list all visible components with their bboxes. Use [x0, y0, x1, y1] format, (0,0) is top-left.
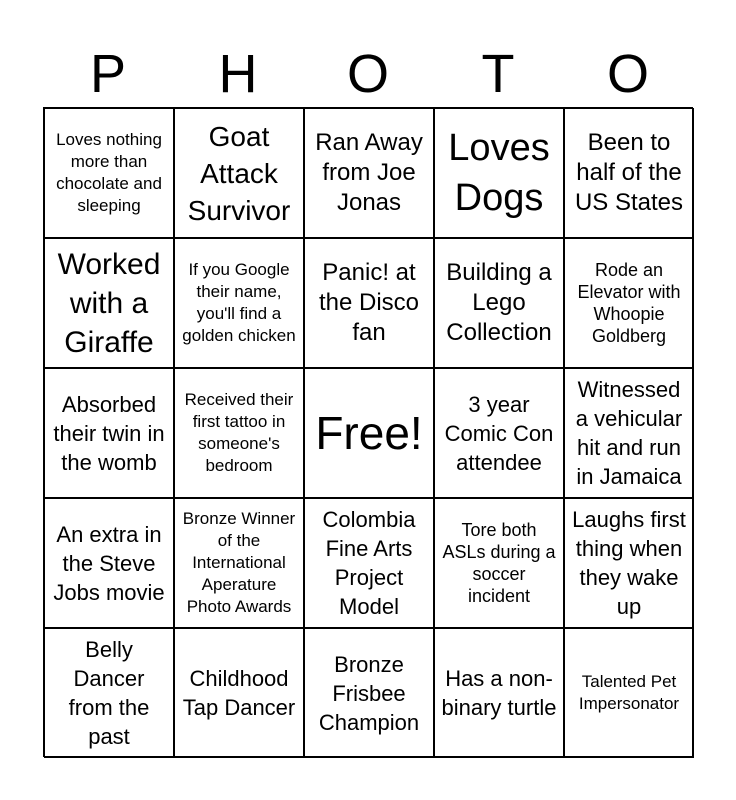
cell-text: 3 year Comic Con attendee	[444, 391, 554, 475]
cell-text: Building a Lego Collection	[446, 259, 552, 346]
cell-text: Been to half of the US States	[574, 129, 684, 216]
cell-text: Absorbed their twin in the womb	[53, 391, 165, 475]
bingo-cell[interactable]	[44, 238, 174, 368]
bingo-grid	[43, 107, 693, 757]
bingo-cell[interactable]	[304, 108, 434, 238]
cell-text: An extra in the Steve Jobs movie	[53, 521, 165, 605]
cell-text: Worked with a Giraffe	[57, 247, 161, 359]
bingo-cell[interactable]	[434, 238, 564, 368]
cell-text: Bronze Frisbee Champion	[318, 651, 420, 735]
cell-text: Has a non-binary turtle	[441, 666, 557, 720]
header-letter-o: O	[346, 44, 389, 104]
cell-text: Loves nothing more than chocolate and sleeping	[56, 130, 162, 215]
cell-text: Loves Dogs	[448, 127, 550, 219]
header-letter-o-2: O	[606, 44, 649, 104]
cell-text: Witnessed a vehicular hit and run in Jamaica	[575, 377, 683, 489]
cell-text: Free!	[315, 407, 423, 459]
bingo-cell[interactable]	[174, 368, 304, 498]
bingo-cell[interactable]	[304, 628, 434, 758]
cell-text: Talented Pet Impersonator	[578, 672, 680, 713]
bingo-cell[interactable]	[434, 628, 564, 758]
cell-text: Childhood Tap Dancer	[182, 666, 296, 720]
bingo-cell[interactable]	[564, 498, 694, 628]
cell-text: Goat Attack Survivor	[187, 120, 291, 226]
bingo-cell[interactable]	[564, 628, 694, 758]
bingo-cell[interactable]	[434, 368, 564, 498]
header-letter-h: H	[218, 44, 258, 104]
bingo-cell[interactable]	[304, 498, 434, 628]
bingo-cell[interactable]	[44, 628, 174, 758]
header-letter-p: P	[89, 44, 127, 104]
cell-text: Tore both ASLs during a soccer incident	[442, 520, 556, 606]
cell-text: Bronze Winner of the International Aperature Photo Awards	[182, 509, 296, 616]
cell-text: Belly Dancer from the past	[68, 637, 150, 749]
cell-text: Ran Away from Joe Jonas	[315, 129, 423, 216]
bingo-cell[interactable]	[564, 368, 694, 498]
bingo-cell[interactable]	[434, 498, 564, 628]
bingo-cell[interactable]	[174, 108, 304, 238]
bingo-cell[interactable]	[44, 498, 174, 628]
bingo-cell[interactable]	[304, 238, 434, 368]
bingo-cell[interactable]	[174, 238, 304, 368]
bingo-cell[interactable]	[564, 108, 694, 238]
cell-text: Received their first tattoo in someone's bedroom	[184, 390, 294, 475]
bingo-header	[43, 40, 693, 108]
bingo-cell[interactable]	[44, 108, 174, 238]
cell-text: If you Google their name, you'll find a golden chicken	[182, 260, 296, 345]
bingo-cell[interactable]	[434, 108, 564, 238]
cell-text: Rode an Elevator with Whoopie Goldberg	[577, 260, 681, 346]
bingo-cell[interactable]	[174, 498, 304, 628]
header-letter-t: T	[481, 44, 515, 104]
bingo-cell[interactable]	[564, 238, 694, 368]
cell-text: Colombia Fine Arts Project Model	[322, 507, 416, 619]
bingo-cell-free[interactable]	[304, 368, 434, 498]
bingo-cell[interactable]	[174, 628, 304, 758]
cell-text: Panic! at the Disco fan	[318, 259, 420, 346]
cell-text: Laughs first thing when they wake up	[572, 507, 686, 619]
bingo-cell[interactable]	[44, 368, 174, 498]
